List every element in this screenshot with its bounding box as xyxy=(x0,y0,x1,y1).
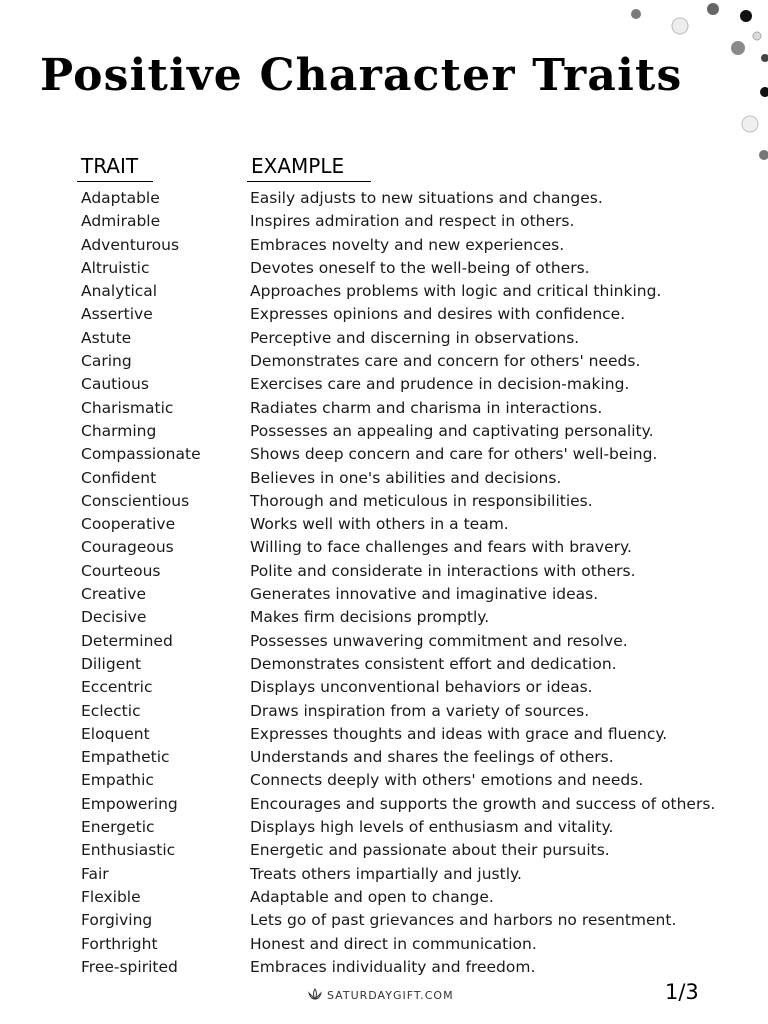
trait-name: Decisive xyxy=(81,608,147,627)
table-row xyxy=(0,606,768,629)
trait-example: Inspires admiration and respect in others. xyxy=(250,212,575,231)
table-row xyxy=(0,280,768,303)
trait-name: Compassionate xyxy=(81,445,201,464)
table-row xyxy=(0,420,768,443)
table-row xyxy=(0,210,768,233)
table-row xyxy=(0,886,768,909)
trait-name: Cautious xyxy=(81,375,149,394)
trait-name: Enthusiastic xyxy=(81,841,176,860)
trait-example: Demonstrates care and concern for others' needs. xyxy=(250,352,641,371)
table-row xyxy=(0,467,768,490)
trait-name: Fair xyxy=(81,864,109,883)
trait-example: Approaches problems with logic and critical thinking. xyxy=(250,282,662,301)
table-row xyxy=(0,769,768,792)
table-row xyxy=(0,909,768,932)
trait-example: Displays high levels of enthusiasm and vitality. xyxy=(250,818,614,837)
trait-example: Perceptive and discerning in observations. xyxy=(250,328,580,347)
trait-name: Eloquent xyxy=(81,724,150,743)
trait-name: Forthright xyxy=(81,934,158,953)
table-row xyxy=(0,513,768,536)
table-row xyxy=(0,234,768,257)
traits-table xyxy=(0,187,768,979)
trait-example: Makes firm decisions promptly. xyxy=(250,608,490,627)
trait-name: Astute xyxy=(81,328,132,347)
table-row xyxy=(0,303,768,326)
table-row xyxy=(0,793,768,816)
table-row xyxy=(0,933,768,956)
trait-example: Devotes oneself to the well-being of others. xyxy=(250,258,590,277)
trait-name: Flexible xyxy=(81,887,141,906)
trait-name: Energetic xyxy=(81,818,155,837)
table-row xyxy=(0,187,768,210)
trait-example: Displays unconventional behaviors or ideas. xyxy=(250,678,593,697)
footer-brand xyxy=(307,988,454,1002)
trait-example: Connects deeply with others' emotions and needs. xyxy=(250,771,644,790)
trait-name: Empathic xyxy=(81,771,154,790)
table-row xyxy=(0,560,768,583)
table-row xyxy=(0,816,768,839)
trait-example: Willing to face challenges and fears with bravery. xyxy=(250,538,632,557)
trait-name: Admirable xyxy=(81,212,161,231)
table-row xyxy=(0,397,768,420)
trait-name: Cooperative xyxy=(81,515,176,534)
table-row xyxy=(0,257,768,280)
trait-example: Possesses unwavering commitment and resolve. xyxy=(250,631,628,650)
trait-example: Draws inspiration from a variety of sources. xyxy=(250,701,590,720)
table-row xyxy=(0,956,768,979)
trait-name: Empowering xyxy=(81,794,178,813)
table-row xyxy=(0,863,768,886)
trait-example: Radiates charm and charisma in interactions. xyxy=(250,398,603,417)
trait-example: Demonstrates consistent effort and dedication. xyxy=(250,654,617,673)
page-number: 1/3 xyxy=(665,980,699,1004)
trait-example: Energetic and passionate about their pursuits. xyxy=(250,841,610,860)
trait-name: Diligent xyxy=(81,654,142,673)
trait-name: Confident xyxy=(81,468,157,487)
table-row xyxy=(0,373,768,396)
trait-name: Analytical xyxy=(81,282,158,301)
table-row xyxy=(0,350,768,373)
trait-example: Adaptable and open to change. xyxy=(250,887,494,906)
table-row xyxy=(0,536,768,559)
trait-name: Courteous xyxy=(81,561,161,580)
trait-example: Understands and shares the feelings of others. xyxy=(250,748,614,767)
trait-name: Courageous xyxy=(81,538,174,557)
table-row xyxy=(0,443,768,466)
trait-example: Embraces novelty and new experiences. xyxy=(250,235,565,254)
trait-name: Conscientious xyxy=(81,491,190,510)
page-title: Positive Character Traits xyxy=(40,50,683,101)
table-row xyxy=(0,839,768,862)
trait-name: Assertive xyxy=(81,305,153,324)
trait-example: Shows deep concern and care for others' well-being. xyxy=(250,445,658,464)
trait-name: Eclectic xyxy=(81,701,141,720)
trait-name: Creative xyxy=(81,585,146,604)
trait-name: Empathetic xyxy=(81,748,170,767)
table-row xyxy=(0,676,768,699)
table-row xyxy=(0,583,768,606)
table-row xyxy=(0,490,768,513)
trait-example: Works well with others in a team. xyxy=(250,515,509,534)
table-row xyxy=(0,700,768,723)
trait-example: Lets go of past grievances and harbors no resentment. xyxy=(250,911,677,930)
table-row xyxy=(0,653,768,676)
trait-example: Believes in one's abilities and decisions. xyxy=(250,468,562,487)
trait-example: Embraces individuality and freedom. xyxy=(250,957,536,976)
table-row xyxy=(0,327,768,350)
trait-example: Polite and considerate in interactions with others. xyxy=(250,561,636,580)
trait-name: Charismatic xyxy=(81,398,174,417)
trait-example: Encourages and supports the growth and success of others. xyxy=(250,794,716,813)
trait-name: Charming xyxy=(81,421,157,440)
trait-name: Adventurous xyxy=(81,235,180,254)
trait-example: Expresses thoughts and ideas with grace and fluency. xyxy=(250,724,668,743)
trait-example: Thorough and meticulous in responsibilities. xyxy=(250,491,593,510)
trait-example: Exercises care and prudence in decision-making. xyxy=(250,375,630,394)
trait-example: Possesses an appealing and captivating personality. xyxy=(250,421,654,440)
trait-example: Treats others impartially and justly. xyxy=(250,864,522,883)
column-header-trait: TRAIT xyxy=(77,153,153,182)
trait-name: Free-spirited xyxy=(81,957,178,976)
brand-text: SATURDAYGIFT.COM xyxy=(327,988,454,1002)
column-header-example: EXAMPLE xyxy=(247,153,371,182)
trait-name: Forgiving xyxy=(81,911,153,930)
trait-name: Determined xyxy=(81,631,173,650)
trait-example: Honest and direct in communication. xyxy=(250,934,537,953)
trait-example: Easily adjusts to new situations and changes. xyxy=(250,189,603,207)
trait-name: Adaptable xyxy=(81,189,160,207)
trait-name: Altruistic xyxy=(81,258,150,277)
table-row xyxy=(0,630,768,653)
trait-name: Eccentric xyxy=(81,678,153,697)
table-row xyxy=(0,746,768,769)
lotus-icon xyxy=(307,988,323,1002)
trait-name: Caring xyxy=(81,352,132,371)
table-row xyxy=(0,723,768,746)
trait-example: Expresses opinions and desires with confidence. xyxy=(250,305,626,324)
trait-example: Generates innovative and imaginative ideas. xyxy=(250,585,599,604)
